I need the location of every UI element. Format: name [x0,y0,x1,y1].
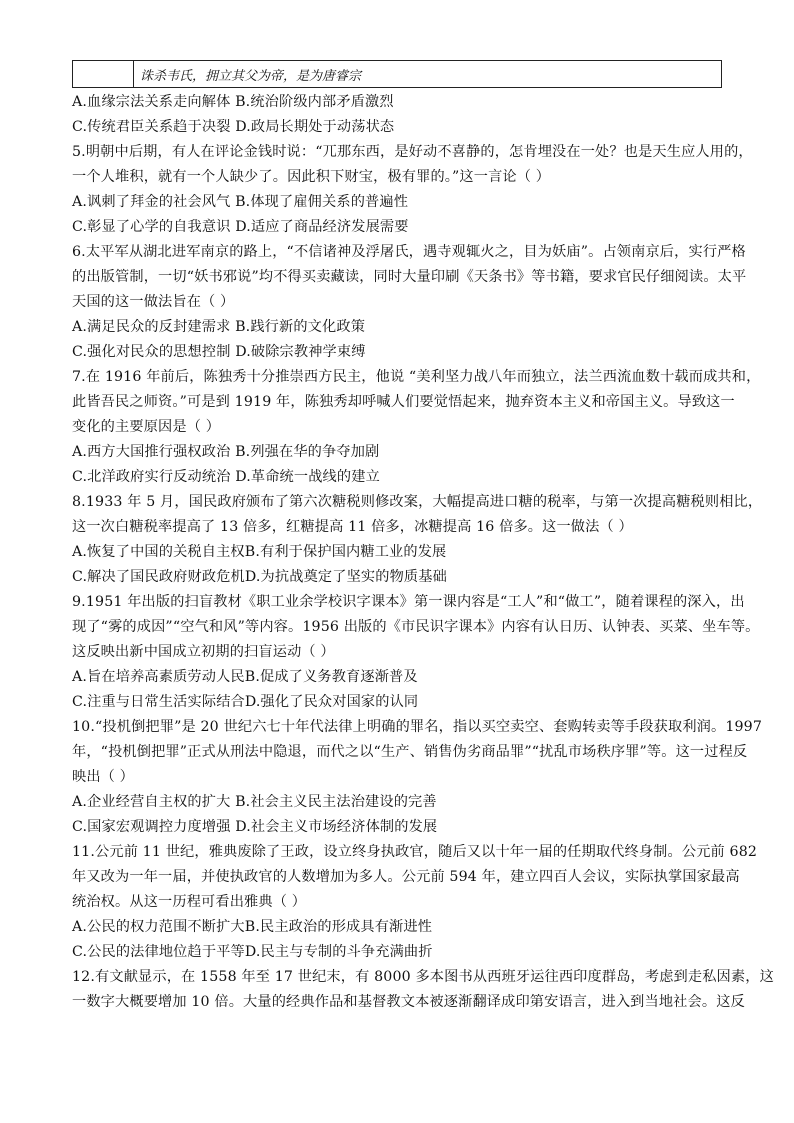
question-stem-line: 统治权。从这一历程可看出雅典（ ） [72,894,307,910]
option-line[interactable]: A.讽刺了拜金的社会风气 B.体现了雇佣关系的普遍性 [72,194,409,210]
option-line[interactable]: A.满足民众的反封建需求 B.践行新的文化政策 [72,319,366,335]
option-line[interactable]: C.彰显了心学的自我意识 D.适应了商品经济发展需要 [72,219,409,235]
question-10 [72,715,763,840]
question-stem-line: 映出（ ） [72,769,135,785]
question-stem-line: 这一次白糖税率提高了 13 倍多，红糖提高 11 倍多，冰糖提高 16 倍多。这一做法（ ） [72,519,633,535]
question-9 [72,590,760,715]
question-6 [72,240,747,365]
option-line[interactable]: C.传统君臣关系趋于决裂 D.政局长期处于动荡状态 [72,119,395,135]
option-line[interactable]: A.企业经营自主权的扩大 B.社会主义民主法治建设的完善 [72,794,437,810]
question-11 [72,840,758,965]
question-stem-line: 6.太平军从湖北进军南京的路上，“不信诸神及浮屠氏，遇寺观辄火之，目为妖庙”。占领南京后，实行严格 [72,244,746,260]
exam-page [72,60,774,1015]
question-stem-line: 9.1951 年出版的扫盲教材《职工业余学校识字课本》第一课内容是“工人”和“做工”，随着课程的深入，出 [72,594,745,610]
question-5 [72,140,753,240]
question-stem-line: 此皆吾民之师资。”可是到 1919 年，陈独秀却呼喊人们要觉悟起来，抛弃资本主义和帝国主义。导致这一 [72,394,735,410]
question-stem-line: 一个人堆积，就有一个人缺少了。因此积下财宝，极有罪的。”这一言论（ ） [72,169,551,185]
question-stem-line: 7.在 1916 年前后，陈独秀十分推崇西方民主，他说 “美利坚力战八年而独立，法兰西流血数十载而成共和， [72,369,761,385]
question-stem-line: 的出版管制，一切“妖书邪说”均不得买卖藏读，同时大量印刷《天条书》等书籍，要求官民仔细阅读。太平 [72,269,747,285]
question-stem-line: 变化的主要原因是（ ） [72,419,221,435]
option-line[interactable]: A.西方大国推行强权政治 B.列强在华的争夺加剧 [72,444,380,460]
question-stem-line: 年又改为一年一届，并使执政官的人数增加为多人。公元前 594 年，建立四百人会议，实际执掌国家最高 [72,869,740,885]
question-stem-line: 现了“雾的成因”“空气和风”等内容。1956 出版的《市民识字课本》内容有认日历、认钟表、买菜、坐车等。 [72,619,760,635]
question-stem-line: 8.1933 年 5 月，国民政府颁布了第六次糖税则修改案，大幅提高进口糖的税率，与第一次提高糖税则相比， [72,494,763,510]
question-stem-line: 一数字大概要增加 10 倍。大量的经典作品和基督教文本被逐渐翻译成印第安语言，进入到当地社会。这反 [72,994,745,1010]
question-stem-line: 11.公元前 11 世纪，雅典废除了王政，设立终身执政官，随后又以十年一届的任期取代终身制。公元前 682 [72,844,758,860]
question-12 [72,965,774,1015]
option-line[interactable]: A.恢复了中国的关税自主权B.有利于保护国内糖工业的发展 [72,544,447,560]
table-cell-left [73,61,134,88]
question-stem-line: 这反映出新中国成立初期的扫盲运动（ ） [72,644,335,660]
question-4-options [72,90,722,140]
question-8 [72,490,763,590]
option-line[interactable]: A.公民的权力范围不断扩大B.民主政治的形成具有渐进性 [72,919,433,935]
table-row [73,61,722,88]
question-stem-line: 12.有文献显示，在 1558 年至 17 世纪末，有 8000 多本图书从西班牙运往西印度群岛，考虑到走私因素，这 [72,969,774,985]
option-line[interactable]: A.旨在培养高素质劳动人民B.促成了义务教育逐渐普及 [72,669,418,685]
question-stem-line: 年，“投机倒把罪”正式从刑法中隐退，而代之以“生产、销售伪劣商品罪”“扰乱市场秩序罪”等。这一过程反 [72,744,748,760]
option-line[interactable]: C.注重与日常生活实际结合D.强化了民众对国家的认同 [72,694,419,710]
continued-table [72,60,722,88]
option-line[interactable]: C.北洋政府实行反动统治 D.革命统一战线的建立 [72,469,380,485]
option-line[interactable]: C.公民的法律地位趋于平等D.民主与专制的斗争充满曲折 [72,944,433,960]
question-7 [72,365,761,490]
question-stem-line: 5.明朝中后期，有人在评论金钱时说：“兀那东西，是好动不喜静的，怎肯埋没在一处？也是天生应人用的， [72,144,753,160]
option-line[interactable]: C.强化对民众的思想控制 D.破除宗教神学束缚 [72,344,366,360]
question-stem-line: 10.“投机倒把罪”是 20 世纪六七十年代法律上明确的罪名，指以买空卖空、套购转卖等手段获取利润。1997 [72,719,763,735]
option-line[interactable]: C.国家宏观调控力度增强 D.社会主义市场经济体制的发展 [72,819,438,835]
question-stem-line: 天国的这一做法旨在（ ） [72,294,235,310]
table-cell-right: 诛杀韦氏，拥立其父为帝，是为唐睿宗 [134,61,722,88]
option-line[interactable]: C.解决了国民政府财政危机D.为抗战奠定了坚实的物质基础 [72,569,447,585]
option-line[interactable]: A.血缘宗法关系走向解体 B.统治阶级内部矛盾激烈 [72,94,394,110]
